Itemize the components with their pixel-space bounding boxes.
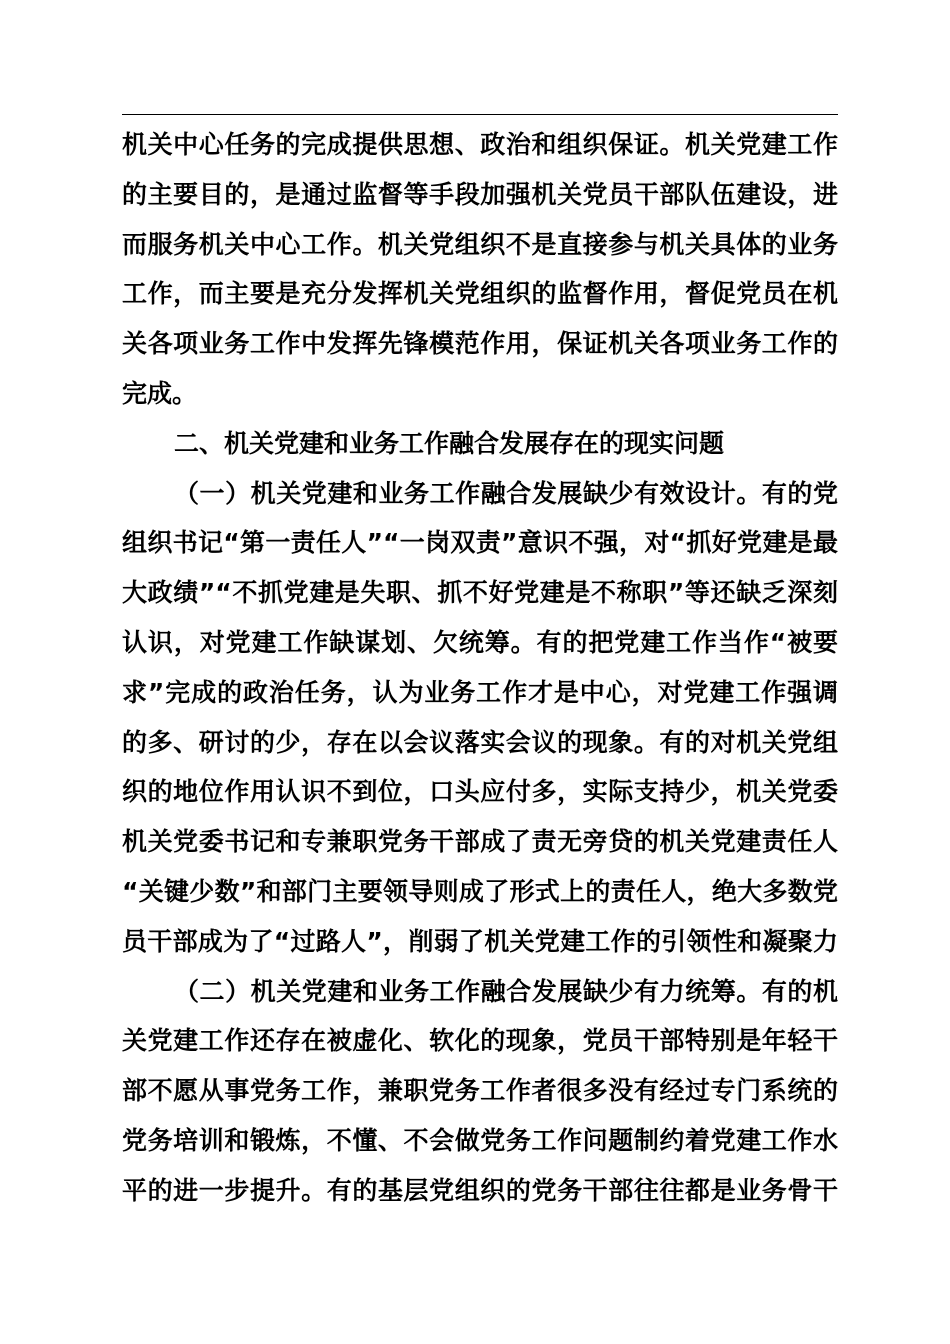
document-body <box>122 120 838 1216</box>
paragraph-line: 大政绩”“不抓党建是失职、抓不好党建是不称职”等还缺乏深刻 <box>122 578 838 608</box>
header-rule <box>122 114 838 115</box>
paragraph-line: 机关中心任务的完成提供思想、政治和组织保证。机关党建工作 <box>122 130 838 159</box>
paragraph-line: 员干部成为了“过路人”，削弱了机关党建工作的引领性和凝聚力 <box>122 926 838 956</box>
paragraph-line: 机关党委书记和专兼职党务干部成了责无旁贷的机关党建责任人 <box>122 827 838 857</box>
paragraph-line: 工作，而主要是充分发挥机关党组织的监督作用，督促党员在机 <box>122 279 838 309</box>
paragraph <box>122 120 838 419</box>
paragraph-line: 完成。 <box>122 378 198 408</box>
paragraph-line: 求”完成的政治任务，认为业务工作才是中心，对党建工作强调 <box>122 677 838 707</box>
paragraph-line: 的主要目的，是通过监督等手段加强机关党员干部队伍建设，进 <box>122 179 838 209</box>
paragraph-line: （二）机关党建和业务工作融合发展缺少有力统筹。有的机 <box>174 976 838 1006</box>
paragraph-line: 部不愿从事党务工作，兼职党务工作者很多没有经过专门系统的 <box>122 1076 838 1106</box>
paragraph-line: （一）机关党建和业务工作融合发展缺少有效设计。有的党 <box>174 478 838 508</box>
section-heading-text: 二、机关党建和业务工作融合发展存在的现实问题 <box>174 428 725 458</box>
paragraph-line: 关各项业务工作中发挥先锋模范作用，保证机关各项业务工作的 <box>122 329 838 359</box>
paragraph-line: 党务培训和锻炼，不懂、不会做党务工作问题制约着党建工作水 <box>122 1125 838 1155</box>
paragraph-line: 关党建工作还存在被虚化、软化的现象，党员干部特别是年轻干 <box>122 1026 838 1056</box>
paragraph-line: 而服务机关中心工作。机关党组织不是直接参与机关具体的业务 <box>122 229 838 259</box>
paragraph-line: 平的进一步提升。有的基层党组织的党务干部往往都是业务骨干 <box>122 1175 838 1205</box>
section-heading <box>122 419 838 469</box>
paragraph-line: 的多、研讨的少，存在以会议落实会议的现象。有的对机关党组 <box>122 727 838 757</box>
paragraph <box>122 967 838 1216</box>
paragraph-line: “关键少数”和部门主要领导则成了形式上的责任人，绝大多数党 <box>122 876 838 906</box>
paragraph-line: 组织书记“第一责任人”“一岗双责”意识不强，对“抓好党建是最 <box>122 528 838 558</box>
paragraph <box>122 469 838 967</box>
paragraph-line: 认识，对党建工作缺谋划、欠统筹。有的把党建工作当作“被要 <box>122 627 838 657</box>
paragraph-line: 织的地位作用认识不到位，口头应付多，实际支持少，机关党委 <box>122 777 838 807</box>
